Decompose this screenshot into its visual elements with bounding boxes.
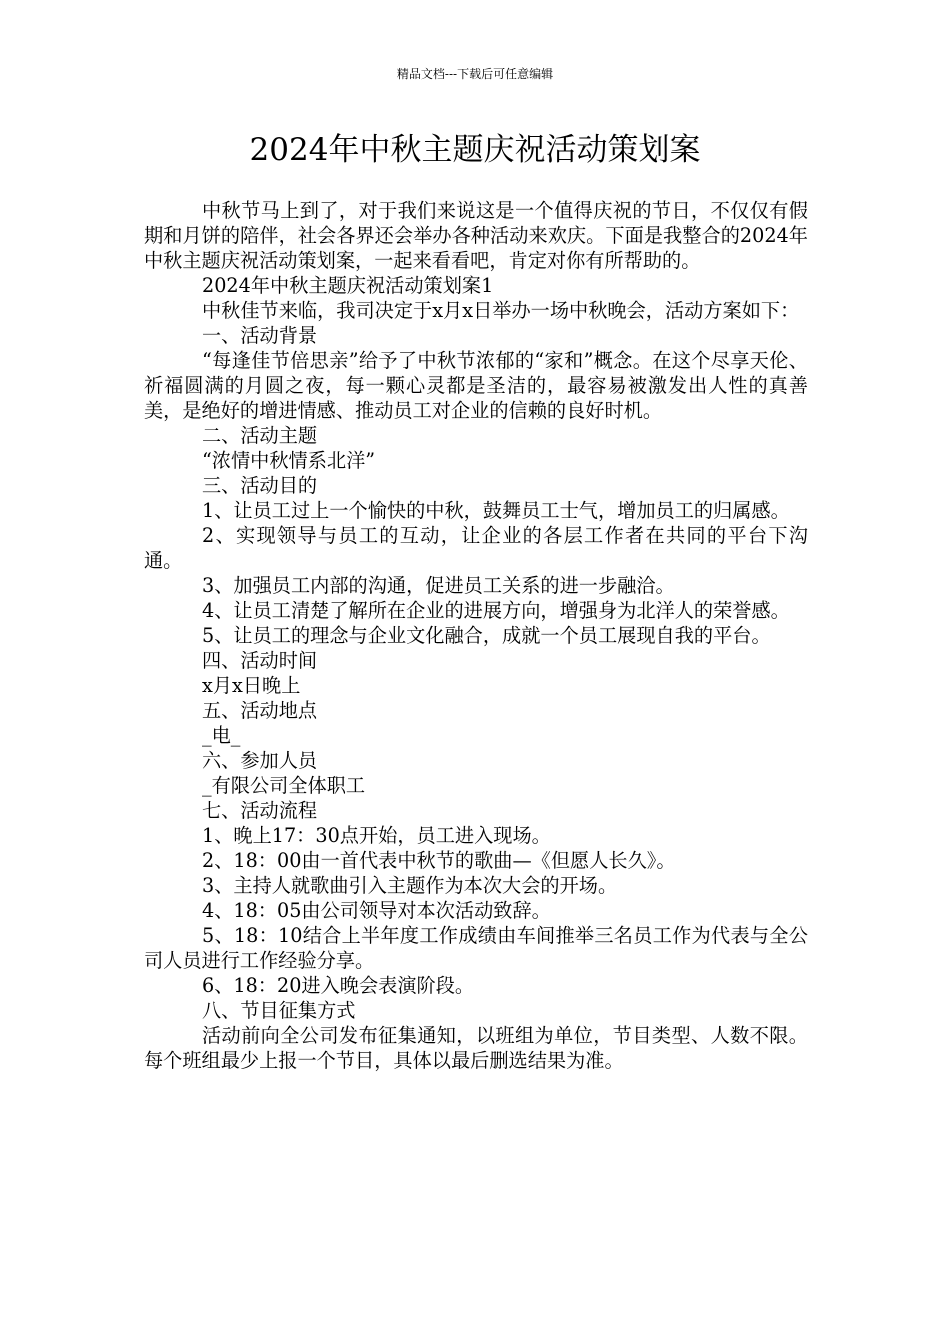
section-heading: 五、活动地点 (202, 699, 318, 722)
section-heading: 六、参加人员 (202, 749, 318, 772)
list-item: 5、让员工的理念与企业文化融合，成就一个员工展现自我的平台。 (202, 624, 771, 647)
paragraph: “浓情中秋情系北洋” (202, 449, 376, 472)
list-item: 4、18：05由公司领导对本次活动致辞。 (202, 899, 551, 922)
section-heading: 三、活动目的 (202, 474, 318, 497)
paragraph: 活动前向全公司发布征集通知，以班组为单位，节目类型、人数不限。每个班组最少上报一个节目，具体以最后删选结果为准。 (144, 1024, 808, 1072)
list-item: 4、让员工清楚了解所在企业的进展方向，增强身为北洋人的荣誉感。 (202, 599, 790, 622)
paragraph: “每逢佳节倍思亲”给予了中秋节浓郁的“家和”概念。在这个尽享天伦、祈福圆满的月圆之夜，每一颗心灵都是圣洁的，最容易被激发出人性的真善美，是绝好的增进情感、推动员工对企业的信赖的良好时机。 (144, 349, 808, 422)
paragraph: _电_ (202, 724, 241, 747)
list-item: 1、让员工过上一个愉快的中秋，鼓舞员工士气，增加员工的归属感。 (202, 499, 790, 522)
document-body (144, 198, 808, 1073)
list-item: 5、18：10结合上半年度工作成绩由车间推举三名员工作为代表与全公司人员进行工作经验分享。 (144, 924, 808, 972)
subtitle-paragraph: 2024年中秋主题庆祝活动策划案1 (202, 274, 494, 297)
section-heading: 四、活动时间 (202, 649, 318, 672)
section-heading: 一、活动背景 (202, 324, 318, 347)
paragraph: x月x日晚上 (202, 674, 301, 697)
section-heading: 七、活动流程 (202, 799, 318, 822)
intro-paragraph: 中秋节马上到了，对于我们来说这是一个值得庆祝的节日，不仅仅有假期和月饼的陪伴，社会各界还会举办各种活动来欢庆。下面是我整合的2024年中秋主题庆祝活动策划案，一起来看看吧，肯定对你有所帮助的。 (144, 199, 808, 272)
document-title: 2024年中秋主题庆祝活动策划案 (249, 132, 701, 168)
list-item: 3、主持人就歌曲引入主题作为本次大会的开场。 (202, 874, 618, 897)
list-item: 3、加强员工内部的沟通，促进员工关系的进一步融洽。 (202, 574, 675, 597)
list-item: 2、实现领导与员工的互动，让企业的各层工作者在共同的平台下沟通。 (144, 524, 808, 572)
paragraph: _有限公司全体职工 (202, 774, 366, 797)
list-item: 2、18：00由一首代表中秋节的歌曲—《但愿人长久》。 (202, 849, 676, 872)
paragraph: 中秋佳节来临，我司决定于x月x日举办一场中秋晚会，活动方案如下： (202, 299, 800, 322)
header-note: 精品文档---下载后可任意编辑 (396, 67, 554, 81)
section-heading: 八、节目征集方式 (202, 999, 356, 1022)
list-item: 1、晚上17：30点开始，员工进入现场。 (202, 824, 551, 847)
section-heading: 二、活动主题 (202, 424, 318, 447)
list-item: 6、18：20进入晚会表演阶段。 (202, 974, 475, 997)
